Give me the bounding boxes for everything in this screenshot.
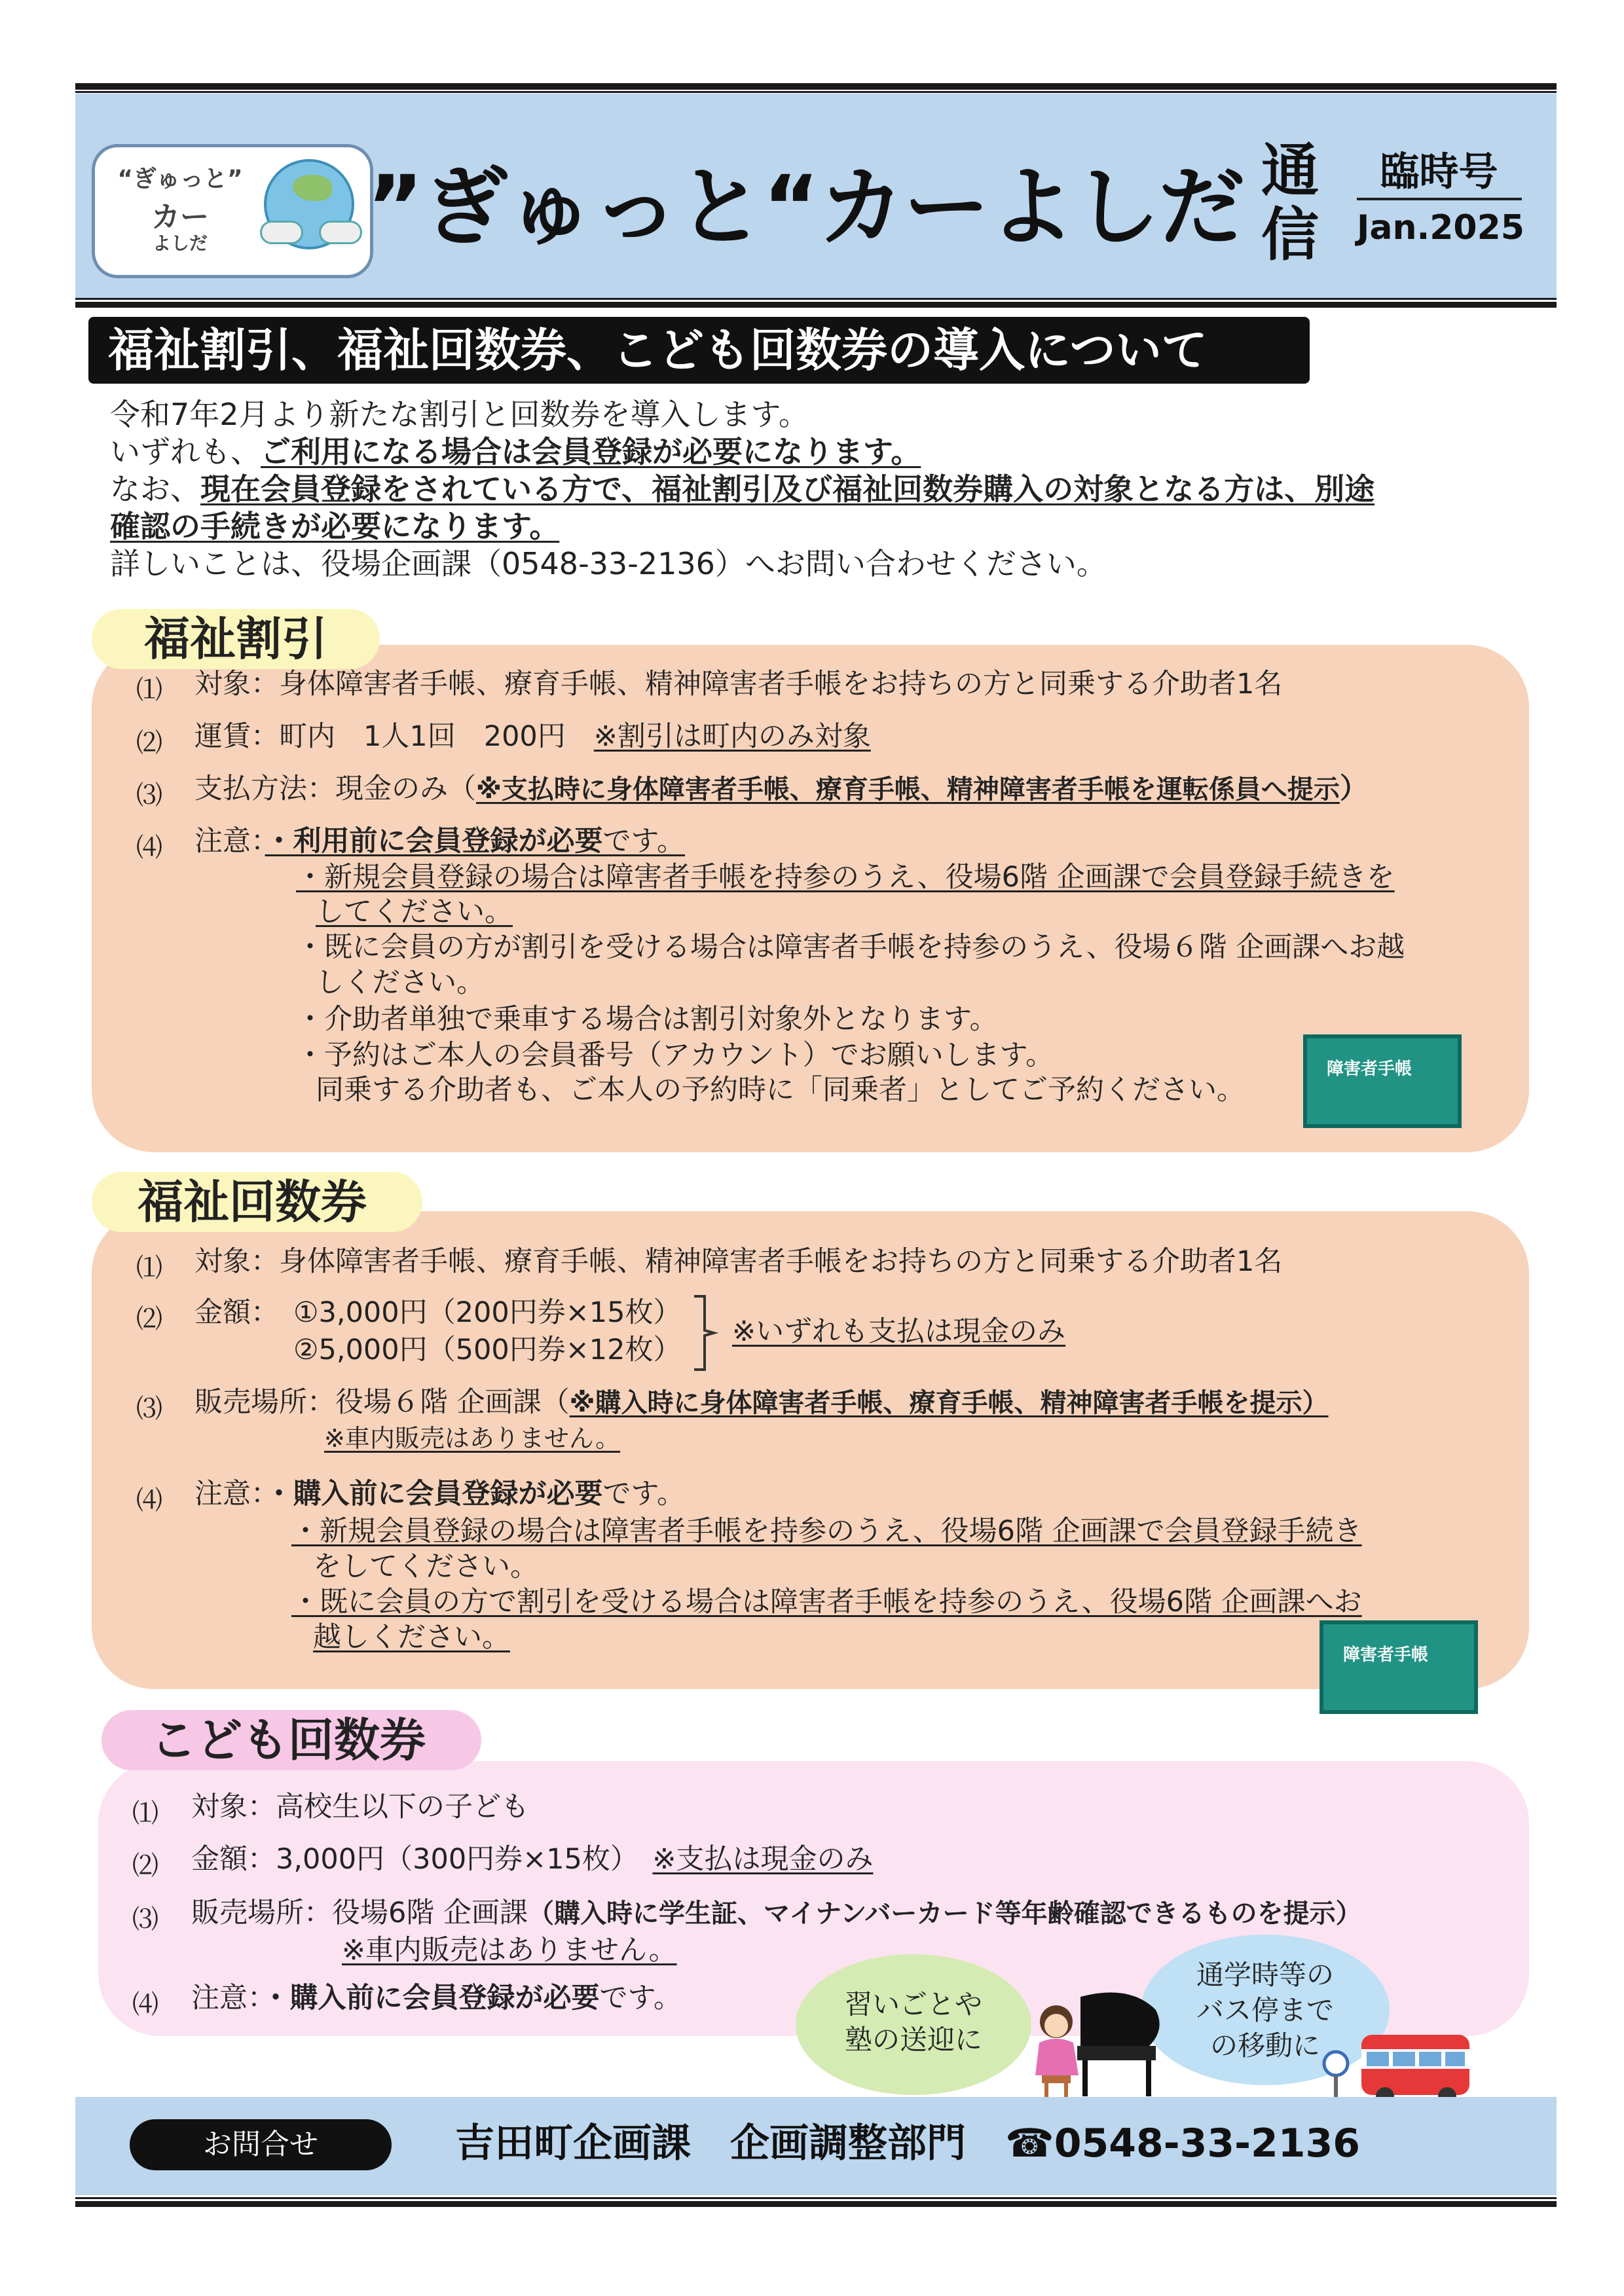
intro-line-2	[110, 433, 1375, 471]
ct-num-1: ⑴	[132, 1798, 158, 1829]
child-tickets-tab: こども回数券	[101, 1710, 481, 1770]
wt-note-1b: をしてください。	[313, 1550, 538, 1583]
intro-line-5: 詳しいことは、役場企画課（0548-33-2136）へお問い合わせください。	[110, 546, 1107, 581]
wd-num-2: ⑵	[136, 728, 162, 758]
ct-num-3: ⑶	[132, 1904, 158, 1935]
ct-row-3-note-text: ※車内販売はありません。	[342, 1934, 677, 1967]
wd-note-1-text: ・新規会員登録の場合は障害者手帳を持参のうえ、役場6階 企画課で会員登録手続きを	[296, 861, 1395, 894]
ct-row-2b: ※支払は現金のみ	[652, 1843, 874, 1876]
section-title: 福祉割引、福祉回数券、こども回数券の導入について	[88, 317, 1310, 384]
intro-line-4b: 確認の手続きが必要になります。	[110, 509, 560, 544]
contact-label: お問合せ	[130, 2119, 392, 2170]
wd-row-2	[194, 719, 871, 754]
logo-line-3: よしだ	[152, 232, 208, 254]
ct-row-3	[191, 1895, 1362, 1931]
intro-line-1: 令和7年2月より新たな割引と回数券を導入します。	[110, 397, 809, 432]
header-bottom-rule-thick	[75, 302, 1557, 308]
ct-row-1: 対象：高校生以下の子ども	[191, 1791, 529, 1823]
ct-row-3b: （購入時に学生証、マイナンバーカード等年齢確認できるものを提示）	[528, 1899, 1362, 1929]
wd-num-3: ⑶	[136, 780, 162, 811]
wt-num-2: ⑵	[136, 1304, 162, 1334]
wd-row-3c: ）	[1339, 773, 1368, 805]
logo-line-1: “ぎゅっと”	[117, 166, 243, 192]
ct-row-4c: です。	[599, 1982, 682, 2014]
newsletter-title-suffix	[1257, 139, 1323, 267]
wt-note-1-text: ・新規会員登録の場合は障害者手帳を持参のうえ、役場6階 企画課で会員登録手続き	[291, 1515, 1362, 1548]
bubble2-line2: バス停まで	[1196, 1994, 1334, 2026]
wd-note-4: ・予約はご本人の会員番号（アカウント）でお願いします。	[296, 1039, 1054, 1072]
ct-num-2: ⑵	[132, 1851, 158, 1881]
wt-row-4b: ・購入前に会員登録が必要	[265, 1478, 603, 1510]
wd-note-1	[296, 860, 1395, 895]
newsletter-title: ”ぎゅっと“カーよしだ	[367, 157, 1244, 258]
wt-row-2-option-a: ①3,000円（200円券×15枚）	[293, 1296, 682, 1329]
bubble2-line1: 通学時等の	[1196, 1959, 1334, 1991]
card-label-1: 障害者手帳	[1327, 1059, 1412, 1079]
wt-row-1: 対象：身体障害者手帳、療育手帳、精神障害者手帳をお持ちの方と同乗する介助者1名	[194, 1245, 1283, 1278]
wd-row-3b: ※支払時に身体障害者手帳、療育手帳、精神障害者手帳を運転係員へ提示	[476, 774, 1340, 805]
wt-row-3b: ※購入時に身体障害者手帳、療育手帳、精神障害者手帳を提示）	[569, 1388, 1329, 1418]
wt-num-4: ⑷	[136, 1485, 162, 1516]
wt-row-2-note-text: ※いずれも支払は現金のみ	[732, 1315, 1066, 1348]
wt-row-4c: です。	[602, 1478, 686, 1510]
intro-line-3	[110, 471, 1375, 508]
wt-row-4	[194, 1476, 685, 1512]
wd-num-1: ⑴	[136, 675, 162, 705]
ct-row-4a: 注意：	[191, 1982, 262, 2014]
ct-row-3-note	[342, 1933, 677, 1968]
bubble1-line2: 塾の送迎に	[844, 2024, 982, 2056]
price-bracket	[693, 1294, 719, 1372]
issue-label: 臨時号	[1380, 149, 1498, 195]
wd-row-4b: ・利用前に会員登録が必要	[265, 825, 603, 858]
ct-num-4: ⑷	[132, 1990, 158, 2020]
footer-rule-thin	[75, 2197, 1557, 2199]
welfare-tickets-tab: 福祉回数券	[92, 1172, 422, 1232]
wt-note-2-text: ・既に会員の方で割引を受ける場合は障害者手帳を持参のうえ、役場6階 企画課へお	[291, 1586, 1362, 1618]
header-bottom-rule-thin	[75, 298, 1557, 300]
wt-row-2-option-b: ②5,000円（500円券×12枚）	[293, 1334, 682, 1366]
wt-row-3-note	[324, 1421, 620, 1456]
wt-row-2-note	[732, 1314, 1065, 1349]
disability-card-icon-2	[1320, 1620, 1478, 1714]
wd-note-1b	[316, 894, 513, 930]
issue-divider	[1357, 198, 1522, 200]
intro-text	[110, 396, 1375, 583]
intro-line-2a: いずれも、	[110, 434, 261, 469]
wd-row-2b: ※割引は町内のみ対象	[593, 720, 871, 753]
header-top-rule-thin	[75, 91, 1557, 93]
wd-row-2a: 運賃：町内 1人1回 200円	[194, 720, 594, 753]
wt-num-1: ⑴	[136, 1253, 162, 1283]
bubble2-line3: の移動に	[1209, 2030, 1320, 2062]
title-suffix-char-1: 通	[1261, 137, 1319, 204]
wt-note-1	[291, 1514, 1362, 1549]
wd-row-4	[194, 824, 685, 859]
intro-line-4	[110, 508, 1375, 545]
globe-icon	[264, 159, 354, 249]
wt-num-3: ⑶	[136, 1394, 162, 1424]
issue-date: Jan.2025	[1357, 208, 1524, 247]
intro-line-3b: 現在会員登録をされている方で、福祉割引及び福祉回数券購入の対象となる方は、別途	[200, 471, 1375, 507]
card-label-2: 障害者手帳	[1343, 1645, 1429, 1665]
ct-row-4b: ・購入前に会員登録が必要	[261, 1982, 600, 2014]
wd-note-4b: 同乗する介助者も、ご本人の予約時に「同乗者」としてご予約ください。	[316, 1074, 1245, 1106]
wt-note-2	[291, 1584, 1362, 1620]
disability-card-icon	[1303, 1034, 1462, 1128]
logo	[92, 144, 373, 278]
wd-row-3a: 支払方法：現金のみ（	[194, 773, 476, 805]
wd-row-4a: 注意：	[194, 825, 265, 858]
intro-line-3a: なお、	[110, 471, 200, 507]
contact-info: 吉田町企画課 企画調整部門 ☎0548-33-2136	[455, 2121, 1361, 2166]
bus-icon	[1359, 2030, 1473, 2108]
wt-row-4a: 注意：	[194, 1478, 265, 1510]
wd-note-2b: しください。	[316, 966, 485, 999]
ct-row-2a: 金額：3,000円（300円券×15枚）	[191, 1843, 653, 1876]
wt-row-3-note-text: ※車内販売はありません。	[324, 1424, 621, 1453]
wd-row-4c: です。	[602, 825, 686, 858]
wd-row-3	[194, 771, 1368, 807]
wt-note-2b	[313, 1620, 510, 1655]
ct-row-2	[191, 1842, 873, 1877]
ct-row-3a: 販売場所：役場6階 企画課	[191, 1897, 528, 1929]
piano-child-icon	[1018, 1984, 1169, 2105]
wt-row-3a: 販売場所：役場６階 企画課（	[194, 1386, 570, 1419]
lessons-bubble	[796, 1954, 1031, 2095]
logo-line-2: カー	[151, 200, 209, 234]
wt-row-3	[194, 1385, 1329, 1421]
header-top-rule-thick	[75, 83, 1557, 90]
footer-rule-thick	[75, 2201, 1557, 2207]
wd-note-3: ・介助者単独で乗車する場合は割引対象外となります。	[296, 1003, 998, 1036]
title-suffix-char-2: 信	[1261, 201, 1319, 268]
wd-num-4: ⑷	[136, 833, 162, 863]
bubble1-line1: 習いごとや	[844, 1988, 982, 2020]
wt-note-2b-text: 越しください。	[313, 1621, 510, 1654]
wd-row-1: 対象：身体障害者手帳、療育手帳、精神障害者手帳をお持ちの方と同乗する介助者1名	[194, 668, 1283, 701]
welfare-discount-tab: 福祉割引	[92, 609, 380, 669]
wd-note-2: ・既に会員の方が割引を受ける場合は障害者手帳を持参のうえ、役場６階 企画課へお越	[296, 931, 1405, 964]
intro-line-2b: ご利用になる場合は会員登録が必要になります。	[261, 434, 921, 469]
ct-row-4	[191, 1980, 682, 2016]
wd-note-1b-text: してください。	[316, 896, 513, 928]
wt-row-2-label: 金額：	[194, 1296, 279, 1329]
